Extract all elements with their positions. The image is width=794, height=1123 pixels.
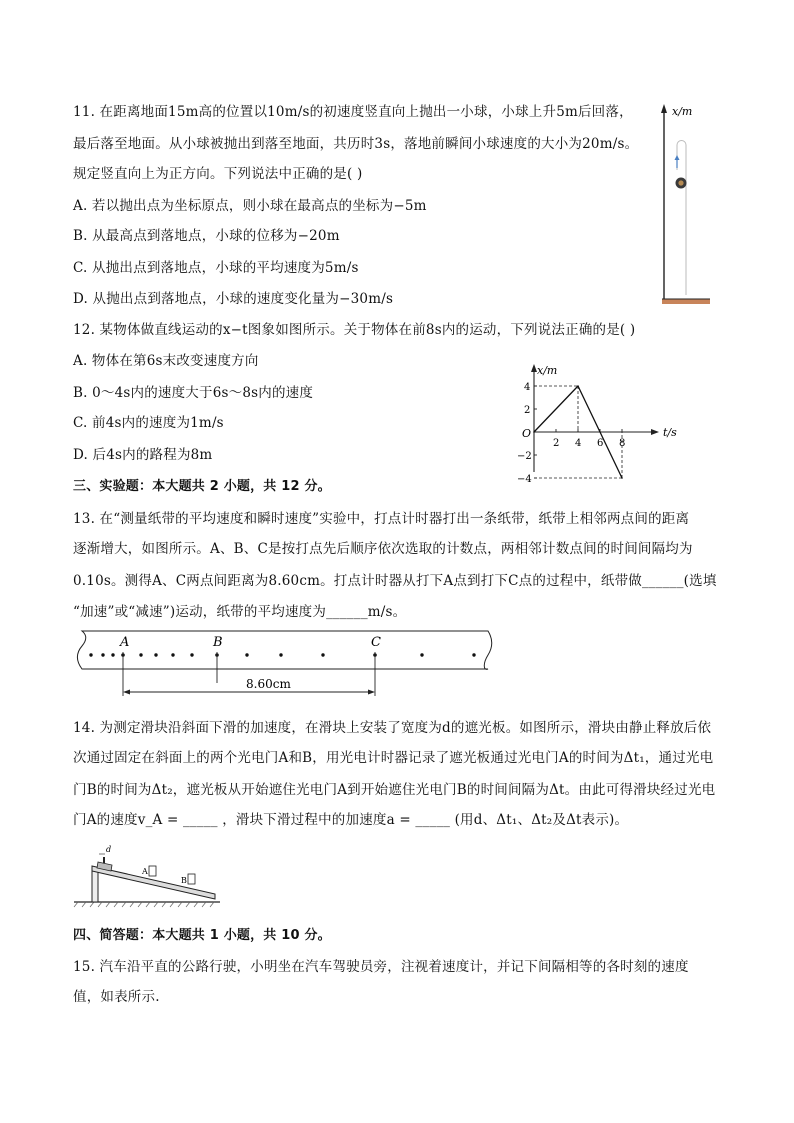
x-tick-label: 4 bbox=[575, 438, 582, 449]
q13-line2: 逐渐增大，如图所示。A、B、C是按打点先后顺序依次选取的计数点，两相邻计数点间的时间间隔均为 bbox=[73, 541, 693, 557]
q11-stem-line2: 最后落至地面。从小球被抛出到落至地面，共历时3s，落地前瞬间小球速度的大小为20m/s。 bbox=[73, 136, 639, 152]
y-tick-label: 4 bbox=[524, 382, 531, 393]
q11-option-c: C. 从抛出点到落地点，小球的平均速度为5m/s bbox=[73, 260, 359, 276]
q12-xt-graph bbox=[510, 358, 690, 490]
q14-line4: 门A的速度v_A = _____ ，滑块下滑过程中的加速度a = _____ (用d、Δt₁、Δt₂及Δt表示)。 bbox=[73, 812, 629, 828]
q14-incline-figure bbox=[70, 838, 230, 910]
q14-gate-b-label: B bbox=[181, 876, 187, 885]
q13-paper-tape bbox=[70, 628, 500, 698]
q11-stem-line3: 规定竖直向上为正方向。下列说法中正确的是( ) bbox=[73, 166, 363, 182]
q13-distance-label: 8.60cm bbox=[246, 677, 291, 691]
q13-point-c-label: C bbox=[371, 635, 381, 650]
q12-option-a: A. 物体在第6s末改变速度方向 bbox=[73, 353, 259, 369]
x-axis-arrow bbox=[651, 429, 659, 435]
q12-option-b: B. 0～4s内的速度大于6s～8s内的速度 bbox=[73, 385, 314, 401]
q14-width-label: d bbox=[106, 845, 112, 854]
section-4-title: 四、简答题：本大题共 1 小题，共 10 分。 bbox=[73, 928, 331, 943]
q14-gate-a-label: A bbox=[142, 867, 148, 876]
q13-point-b-label: B bbox=[213, 635, 223, 650]
section-3-title: 三、实验题：本大题共 2 小题，共 12 分。 bbox=[73, 479, 331, 494]
q14-line1: 14. 为测定滑块沿斜面下滑的加速度，在滑块上安装了宽度为d的遮光板。如图所示，滑块由静止释放后依 bbox=[73, 720, 712, 736]
q11-option-a: A. 若以抛出点为坐标原点，则小球在最高点的坐标为−5m bbox=[73, 198, 427, 214]
data-point bbox=[621, 477, 623, 479]
origin-label: O bbox=[522, 427, 532, 440]
q12-stem: 12. 某物体做直线运动的x−t图象如图所示。关于物体在前8s内的运动，下列说法正确的是( ) bbox=[73, 322, 636, 338]
y-tick-label: −2 bbox=[517, 451, 532, 462]
x-tick-label: 6 bbox=[597, 438, 604, 449]
q15-line2: 值，如表所示. bbox=[73, 989, 160, 1005]
q11-stem-line1: 11. 在距离地面15m高的位置以10m/s的初速度竖直向上抛出一小球，小球上升5m后回落， bbox=[73, 104, 633, 120]
y-axis-title: x/m bbox=[537, 364, 558, 377]
q12-option-c: C. 前4s内的速度为1m/s bbox=[73, 415, 224, 431]
q13-line4: “加速”或“减速”)运动，纸带的平均速度为______m/s。 bbox=[73, 604, 407, 620]
q11-option-b: B. 从最高点到落地点，小球的位移为−20m bbox=[73, 228, 340, 244]
q13-line1: 13. 在“测量纸带的平均速度和瞬时速度”实验中，打点计时器打出一条纸带，纸带上相邻两点间的距离 bbox=[73, 511, 690, 527]
q11-option-d: D. 从抛出点到落地点，小球的速度变化量为−30m/s bbox=[73, 291, 394, 307]
q14-line3: 门B的时间为Δt₂，遮光板从开始遮住光电门A到开始遮住光电门B的时间间隔为Δt。由此可得滑块经过光电 bbox=[73, 782, 716, 798]
x-tick-label: 8 bbox=[619, 438, 626, 449]
q11-throw-figure bbox=[652, 100, 716, 310]
data-point bbox=[577, 385, 579, 387]
x-axis-title: t/s bbox=[663, 426, 677, 439]
q12-option-d: D. 后4s内的路程为8m bbox=[73, 447, 213, 463]
q14-line2: 次通过固定在斜面上的两个光电门A和B，用光电计时器记录了遮光板通过光电门A的时间为Δt₁，通过光电 bbox=[73, 750, 714, 766]
q13-point-a-label: A bbox=[120, 635, 130, 650]
data-point bbox=[533, 431, 535, 433]
y-tick-label: −4 bbox=[517, 474, 532, 485]
series-segment bbox=[534, 386, 578, 432]
q13-line3: 0.10s。测得A、C两点间距离为8.60cm。打点计时器从打下A点到打下C点的过程中，纸带做______(选填 bbox=[73, 573, 717, 589]
y-tick-label: 2 bbox=[524, 405, 531, 416]
q11-axis-label: x/m bbox=[672, 105, 693, 118]
x-tick-label: 2 bbox=[553, 438, 560, 449]
q15-line1: 15. 汽车沿平直的公路行驶，小明坐在汽车驾驶员旁，注视着速度计，并记下间隔相等的各时刻的速度 bbox=[73, 959, 689, 975]
